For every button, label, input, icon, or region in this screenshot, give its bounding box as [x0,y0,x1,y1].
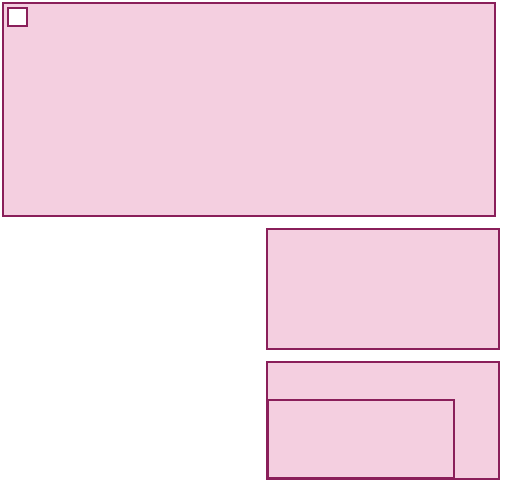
problem-box [2,2,496,217]
problem-number [7,7,28,27]
explanation-text [82,228,260,234]
apples-figure [266,228,506,494]
top-apple-box [266,228,500,350]
ten-apples-box [267,399,455,479]
